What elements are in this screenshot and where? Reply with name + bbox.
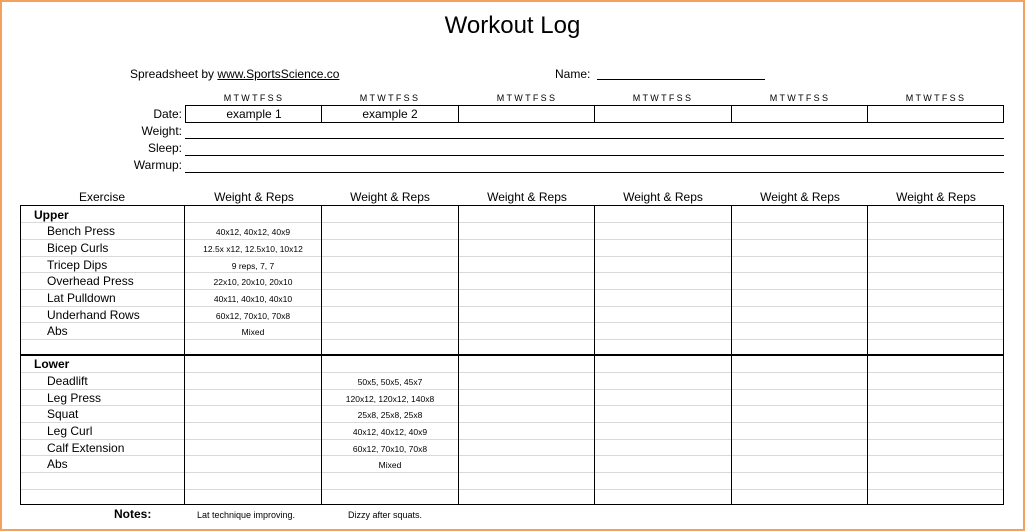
table-cell[interactable]: Mixed [241,327,265,337]
table-cell[interactable]: 22x10, 20x10, 20x10 [213,277,293,287]
table-cell[interactable]: 40x11, 40x10, 40x10 [213,294,293,304]
page-title: Workout Log [444,12,581,39]
sleep-label: Sleep: [147,141,182,155]
weight-reps-header: Weight & Reps [760,190,840,204]
list-item: Lat Pulldown [47,291,116,305]
list-item: Underhand Rows [47,308,140,322]
date-divider [731,105,732,123]
weight-reps-header: Weight & Reps [350,190,430,204]
weight-reps-header: Weight & Reps [896,190,976,204]
list-item: Abs [47,324,68,338]
days-label: MTWTFSS [223,93,285,103]
list-item: Bicep Curls [47,241,109,255]
date-cell[interactable]: example 2 [362,107,418,121]
name-label: Name: [555,67,591,81]
table-cell[interactable]: 50x5, 50x5, 45x7 [357,377,423,387]
date-label: Date: [153,107,182,121]
table-cell[interactable]: Mixed [378,460,402,470]
date-divider [594,105,595,123]
weight-reps-header: Weight & Reps [214,190,294,204]
table-cell[interactable]: 40x12, 40x12, 40x9 [352,427,428,437]
date-cell[interactable]: example 1 [226,107,282,121]
days-label: MTWTFSS [359,93,421,103]
list-item: Leg Curl [47,424,93,438]
list-item: Leg Press [47,391,102,405]
spreadsheet-credit [130,67,339,81]
days-label: MTWTFSS [632,93,694,103]
upper-section-label: Upper [34,208,69,222]
table-cell[interactable]: 60x12, 70x10, 70x8 [352,444,428,454]
exercise-header: Exercise [78,190,125,204]
note-cell[interactable]: Dizzy after squats. [348,510,423,520]
weight-reps-header: Weight & Reps [487,190,567,204]
credit-text: Spreadsheet by [130,67,218,81]
table-cell[interactable]: 40x12, 40x12, 40x9 [215,227,291,237]
notes-label: Notes: [114,507,152,521]
list-item: Squat [47,407,79,421]
days-label: MTWTFSS [769,93,831,103]
weight-field[interactable] [185,138,1004,139]
name-field[interactable] [597,79,765,80]
date-divider [1003,105,1004,123]
table-cell[interactable]: 60x12, 70x10, 70x8 [215,311,291,321]
warmup-field[interactable] [185,172,1004,173]
warmup-label: Warmup: [133,158,182,172]
weight-reps-header: Weight & Reps [623,190,703,204]
table-cell[interactable]: 25x8, 25x8, 25x8 [357,410,423,420]
weight-label: Weight: [141,124,182,138]
date-divider [458,105,459,123]
date-divider [867,105,868,123]
note-cell[interactable]: Lat technique improving. [197,510,296,520]
list-item: Calf Extension [47,441,125,455]
table-cell[interactable]: 120x12, 120x12, 140x8 [345,394,435,404]
list-item: Deadlift [47,374,88,388]
days-label: MTWTFSS [905,93,967,103]
list-item: Tricep Dips [47,258,108,272]
list-item: Overhead Press [47,274,134,288]
list-item: Abs [47,457,68,471]
list-item: Bench Press [47,224,116,238]
table-cell[interactable]: 9 reps, 7, 7 [231,261,275,271]
days-label: MTWTFSS [496,93,558,103]
lower-section-label: Lower [34,357,70,371]
sportsscience-link[interactable]: www.SportsScience.co [217,67,340,81]
sleep-field[interactable] [185,155,1004,156]
table-cell[interactable]: 12.5x x12, 12.5x10, 10x12 [203,244,303,254]
